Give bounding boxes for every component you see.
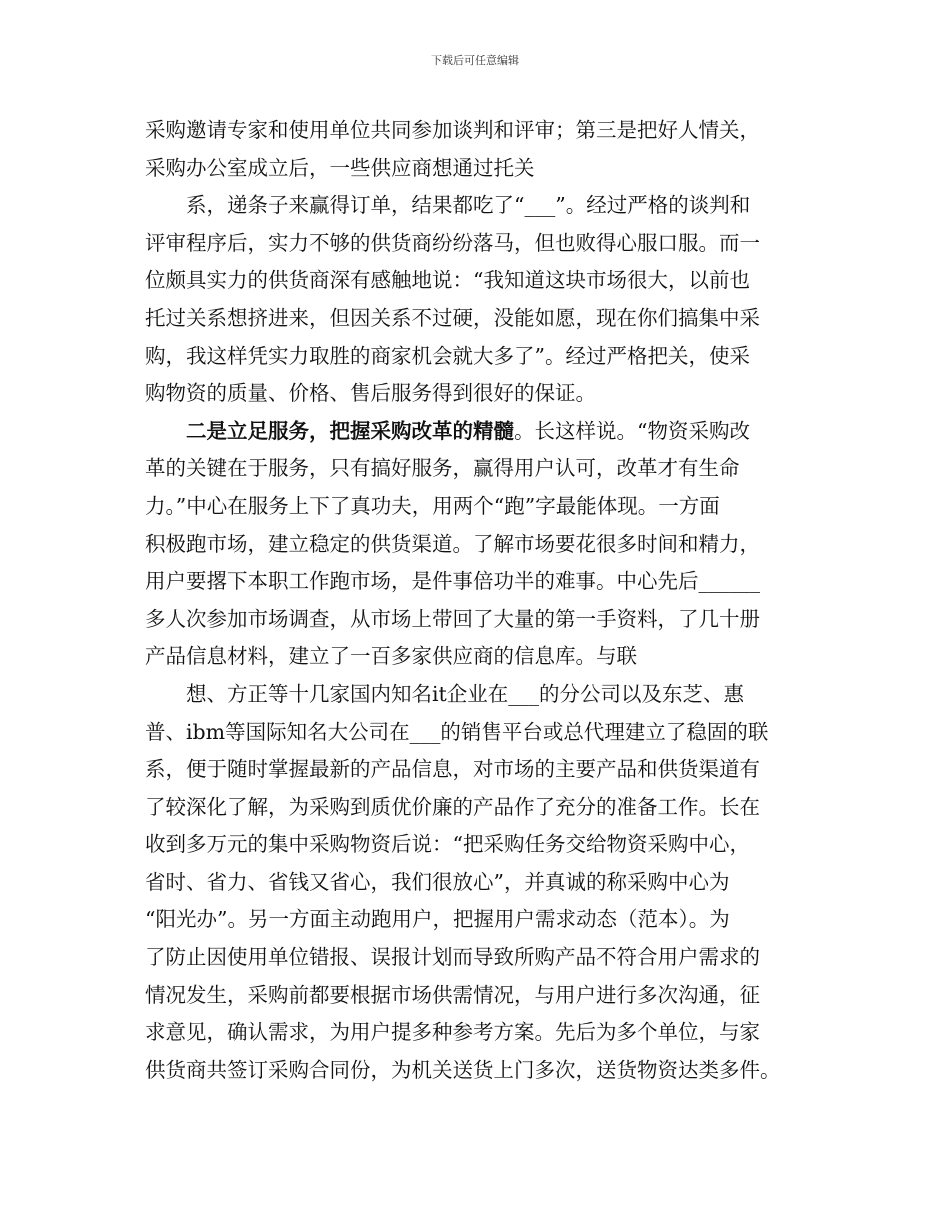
text-line [145,1052,825,1090]
line-text: 。长这样说。“物资采购改 [514,418,750,443]
text-line [145,563,825,601]
text-line [145,601,825,639]
line-text: 托过关系想挤进来，但因关系不过硬，没能如愿，现在你们搞集中采 [145,305,760,330]
line-text: 系，递条子来赢得订单，结果都吃了“___”。经过严格的谈判和 [186,193,751,218]
line-text: 情况发生，采购前都要根据市场供需情况，与用户进行多次沟通，征 [145,982,760,1007]
line-text: 系，便于随时掌握最新的产品信息，对市场的主要产品和供货渠道有 [145,757,760,782]
line-text: 积极跑市场，建立稳定的供货渠道。了解市场要花很多时间和精力， [145,531,760,556]
text-line [145,300,825,338]
line-text: 位颇具实力的供货商深有感触地说：“我知道这块市场很大，以前也 [145,268,750,293]
text-line [145,262,825,300]
text-line [145,375,825,413]
text-line [145,413,825,451]
line-text: 用户要撂下本职工作跑市场，是件事倍功半的难事。中心先后______ [145,569,760,594]
body-text [145,112,825,1089]
text-line [145,488,825,526]
line-text: 采购办公室成立后，一些供应商想通过托关 [145,155,535,180]
text-line [145,112,825,150]
line-text: 想、方正等十几家国内知名it企业在___的分公司以及东芝、惠 [186,681,745,706]
line-text: 产品信息材料，建立了一百多家供应商的信息库。与联 [145,644,637,669]
text-line [145,338,825,376]
line-text: 评审程序后，实力不够的供货商纷纷落马，但也败得心服口服。而一 [145,230,760,255]
text-line [145,864,825,902]
text-line [145,150,825,188]
text-line [145,789,825,827]
line-text: 购，我这样凭实力取胜的商家机会就大多了”。经过严格把关，使采 [145,343,750,368]
line-text: 采购邀请专家和使用单位共同参加谈判和评审；第三是把好人情关， [145,118,760,142]
bold-heading: 二是立足服务，把握采购改革的精髓 [186,418,514,443]
text-line [145,676,825,714]
line-text: 革的关键在于服务，只有搞好服务，赢得用户认可，改革才有生命 [145,456,740,481]
text-line [145,901,825,939]
line-text: 供货商共签订采购合同份，为机关送货上门多次，送货物资达类多件。 [145,1057,781,1082]
line-text: 多人次参加市场调查，从市场上带回了大量的第一手资料，了几十册 [145,606,760,631]
text-line [145,751,825,789]
line-text: 省时、省力、省钱又省心，我们很放心”，并真诚的称采购中心为 [145,869,730,894]
line-text: 收到多万元的集中采购物资后说：“把采购任务交给物资采购中心， [145,832,750,857]
line-text: 了防止因使用单位错报、误报计划而导致所购产品不符合用户需求的 [145,945,760,970]
text-line [145,526,825,564]
text-line [145,450,825,488]
text-line [145,714,825,752]
text-line [145,939,825,977]
text-line [145,1014,825,1052]
text-line [145,638,825,676]
line-text: 购物资的质量、价格、售后服务得到很好的保证。 [145,381,596,406]
page-header: 下载后可任意编辑 [431,54,519,67]
text-line [145,977,825,1015]
line-text: 力。”中心在服务上下了真功夫，用两个“跑”字最能体现。一方面 [145,493,720,518]
line-text: 了较深化了解，为采购到质优价廉的产品作了充分的准备工作。长在 [145,794,760,819]
line-text: 求意见，确认需求，为用户提多种参考方案。先后为多个单位，与家 [145,1020,760,1045]
text-line [145,225,825,263]
text-line [145,187,825,225]
text-line [145,826,825,864]
line-text: 普、ibm等国际知名大公司在___的销售平台或总代理建立了稳固的联 [145,719,769,744]
line-text: “阳光办”。另一方面主动跑用户，把握用户需求动态（范本）。为 [145,907,730,932]
